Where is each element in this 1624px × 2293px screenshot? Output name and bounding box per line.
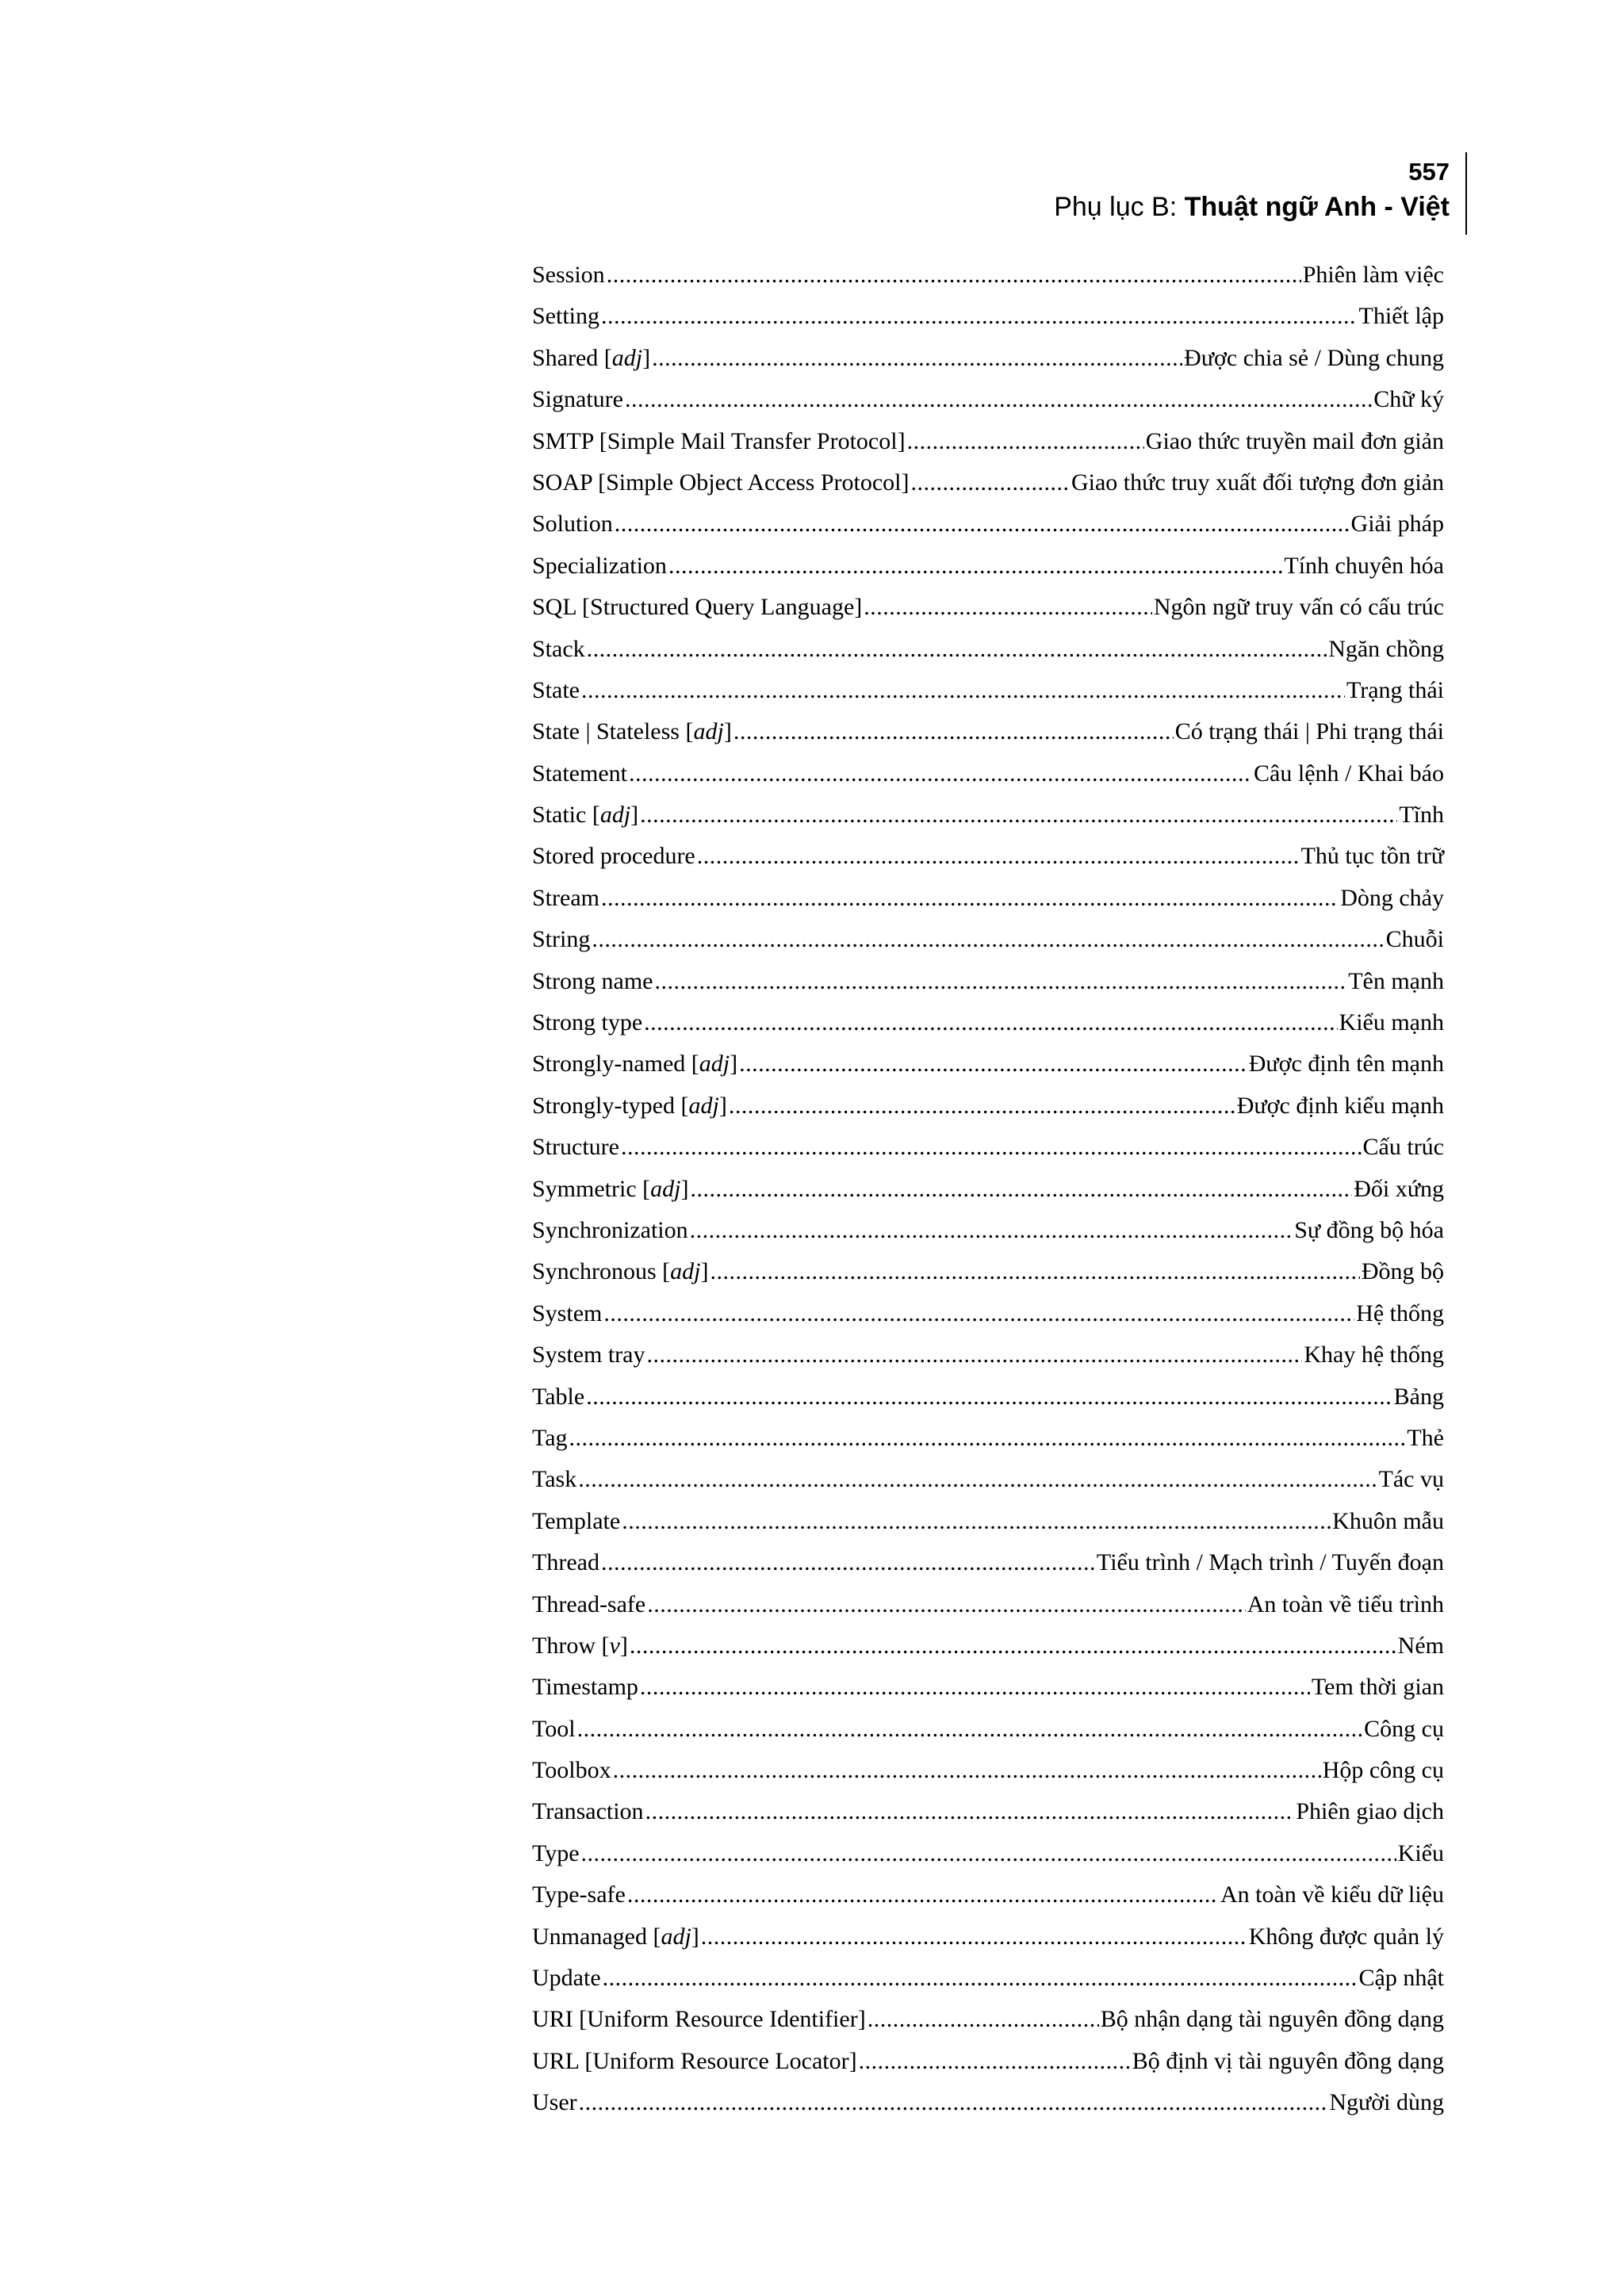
glossary-entry xyxy=(532,381,1444,423)
entry-term-text: System xyxy=(532,1300,603,1326)
glossary-entry xyxy=(532,1752,1444,1793)
entry-term-text: Strongly-typed [ xyxy=(532,1092,689,1119)
glossary-entry xyxy=(532,1254,1444,1295)
entry-term-text: Statement xyxy=(532,760,627,787)
glossary-list xyxy=(532,257,1444,2126)
glossary-entry xyxy=(532,1503,1444,1545)
dot-leader xyxy=(625,381,1372,417)
entry-term-text: Solution xyxy=(532,511,613,538)
entry-term-text: Strong type xyxy=(532,1009,643,1036)
entry-term-text: Specialization xyxy=(532,552,667,579)
entry-term xyxy=(532,797,638,833)
entry-term xyxy=(532,1296,602,1331)
entry-definition: Khay hệ thống xyxy=(1304,1342,1444,1369)
entry-term xyxy=(532,589,862,625)
entry-term-text: Session xyxy=(532,262,605,288)
glossary-entry xyxy=(532,257,1444,298)
entry-term xyxy=(532,1587,645,1622)
dot-leader xyxy=(586,1379,1392,1414)
dot-leader xyxy=(601,298,1358,334)
entry-term xyxy=(532,1503,620,1539)
entry-term-tag: adj xyxy=(699,1051,730,1078)
entry-term xyxy=(532,714,732,749)
entry-term-text: Type-safe xyxy=(532,1881,626,1908)
glossary-entry xyxy=(532,1171,1444,1212)
entry-term-text: Synchronous [ xyxy=(532,1258,671,1285)
entry-term xyxy=(532,465,910,500)
running-title-prefix: Phụ lục B: xyxy=(1054,192,1185,222)
glossary-entry xyxy=(532,506,1444,547)
entry-definition: Hệ thống xyxy=(1356,1300,1444,1326)
entry-term xyxy=(532,2001,866,2037)
entry-term xyxy=(532,1171,688,1207)
entry-term xyxy=(532,1088,727,1124)
entry-term-tag: adj xyxy=(599,802,631,829)
entry-definition: Công cụ xyxy=(1364,1715,1444,1742)
dot-leader xyxy=(607,257,1301,293)
entry-term xyxy=(532,1212,688,1248)
entry-definition: Tính chuyên hóa xyxy=(1284,552,1444,579)
glossary-entry xyxy=(532,631,1444,672)
entry-definition: Ngôn ngữ truy vấn có cấu trúc xyxy=(1153,594,1444,621)
glossary-entry xyxy=(532,797,1444,838)
dot-leader xyxy=(647,1337,1303,1372)
dot-leader xyxy=(569,1420,1406,1456)
entry-term xyxy=(532,756,627,791)
dot-leader xyxy=(710,1254,1360,1289)
entry-definition: Chữ ký xyxy=(1373,386,1444,413)
entry-term-text: Strong name xyxy=(532,967,653,994)
entry-term-text: Stream xyxy=(532,884,599,911)
entry-term xyxy=(532,1254,709,1289)
entry-term xyxy=(532,548,667,584)
entry-term-text: Throw [ xyxy=(532,1632,610,1659)
entry-definition: Đối xứng xyxy=(1354,1175,1444,1202)
entry-definition: Câu lệnh / Khai báo xyxy=(1254,760,1444,787)
dot-leader xyxy=(578,1461,1377,1497)
dot-leader xyxy=(859,2043,1131,2079)
entry-definition: Bộ định vị tài nguyên đồng dạng xyxy=(1132,2047,1444,2074)
entry-term-text: Thread xyxy=(532,1549,599,1576)
entry-term-text: SQL [Structured Query Language] xyxy=(532,594,863,621)
dot-leader xyxy=(629,756,1252,791)
entry-definition: Chuỗi xyxy=(1385,926,1444,953)
dot-leader xyxy=(647,1587,1245,1622)
entry-term-text: Synchronization xyxy=(532,1216,688,1243)
entry-term-text: Toolbox xyxy=(532,1757,611,1784)
entry-term-text: Stored procedure xyxy=(532,843,695,870)
dot-leader xyxy=(601,880,1339,916)
entry-term-text: Setting xyxy=(532,303,600,330)
entry-term-text: URL [Uniform Resource Locator] xyxy=(532,2047,857,2074)
entry-definition: Kiểu mạnh xyxy=(1339,1009,1444,1036)
entry-term-tag: adj xyxy=(688,1092,719,1119)
entry-term-text: Transaction xyxy=(532,1798,644,1825)
glossary-entry xyxy=(532,465,1444,506)
entry-term xyxy=(532,1337,645,1372)
entry-term-text: Type xyxy=(532,1839,580,1866)
entry-term-suffix: ] xyxy=(718,1092,727,1119)
entry-term xyxy=(532,2043,857,2079)
dot-leader xyxy=(690,1171,1352,1207)
glossary-entry xyxy=(532,756,1444,797)
entry-term-text: Thread-safe xyxy=(532,1591,646,1617)
entry-term xyxy=(532,1628,628,1663)
entry-term-tag: adj xyxy=(611,344,643,371)
entry-definition: Thủ tục tồn trữ xyxy=(1300,843,1444,870)
entry-term-text: System tray xyxy=(532,1342,645,1369)
entry-term-text: Structure xyxy=(532,1134,619,1161)
dot-leader xyxy=(587,631,1327,667)
entry-term xyxy=(532,1461,576,1497)
glossary-entry xyxy=(532,1877,1444,1918)
entry-term-text: SOAP [Simple Object Access Protocol] xyxy=(532,469,910,496)
glossary-entry xyxy=(532,1793,1444,1835)
entry-term-suffix: ] xyxy=(680,1175,689,1202)
entry-term xyxy=(532,1793,644,1829)
entry-definition: An toàn về tiểu trình xyxy=(1247,1591,1444,1617)
entry-term-suffix: ] xyxy=(691,1923,699,1950)
entry-definition: Ném xyxy=(1397,1632,1444,1659)
entry-definition: Cập nhật xyxy=(1358,1965,1444,1992)
entry-definition: Được định tên mạnh xyxy=(1248,1051,1444,1078)
entry-definition: Ngăn chồng xyxy=(1328,635,1444,662)
glossary-entry xyxy=(532,714,1444,755)
dot-leader xyxy=(729,1088,1235,1124)
entry-term xyxy=(532,1669,638,1705)
dot-leader xyxy=(601,1545,1095,1580)
dot-leader xyxy=(907,423,1144,459)
entry-term-text: Strongly-named [ xyxy=(532,1051,699,1078)
entry-term xyxy=(532,298,599,334)
entry-definition: Giao thức truy xuất đối tượng đơn giản xyxy=(1071,469,1444,496)
entry-term xyxy=(532,838,695,874)
entry-term-text: User xyxy=(532,2089,577,2116)
dot-leader xyxy=(668,548,1282,584)
glossary-entry xyxy=(532,298,1444,339)
entry-term-text: Timestamp xyxy=(532,1674,638,1701)
glossary-entry xyxy=(532,921,1444,963)
entry-definition: Dòng chảy xyxy=(1340,884,1444,911)
entry-definition: Tiểu trình / Mạch trình / Tuyến đoạn xyxy=(1096,1549,1444,1576)
glossary-entry xyxy=(532,1212,1444,1254)
entry-term-tag: v xyxy=(609,1632,620,1659)
page-header xyxy=(1054,155,1450,225)
glossary-entry xyxy=(532,1088,1444,1129)
dot-leader xyxy=(621,1129,1362,1165)
entry-definition: Giải pháp xyxy=(1350,511,1444,538)
dot-leader xyxy=(581,672,1345,708)
entry-definition: Bảng xyxy=(1393,1383,1444,1410)
glossary-entry xyxy=(532,2043,1444,2084)
entry-term-text: Stack xyxy=(532,635,585,662)
running-title xyxy=(1054,189,1450,225)
entry-term xyxy=(532,1877,626,1912)
entry-definition: Trạng thái xyxy=(1346,676,1444,703)
dot-leader xyxy=(644,1005,1337,1040)
entry-term xyxy=(532,1005,642,1040)
glossary-entry xyxy=(532,1545,1444,1586)
entry-definition: Giao thức truyền mail đơn giản xyxy=(1145,427,1444,454)
entry-term-text: URI [Uniform Resource Identifier] xyxy=(532,2006,866,2033)
entry-term-text: Static [ xyxy=(532,802,600,829)
dot-leader xyxy=(739,1046,1247,1081)
entry-term-text: Unmanaged [ xyxy=(532,1923,661,1950)
entry-term xyxy=(532,1919,699,1954)
dot-leader xyxy=(690,1212,1293,1248)
entry-term xyxy=(532,672,580,708)
glossary-entry xyxy=(532,548,1444,589)
dot-leader xyxy=(733,714,1174,749)
entry-definition: Thẻ xyxy=(1407,1424,1444,1451)
glossary-entry xyxy=(532,1379,1444,1420)
entry-term xyxy=(532,1752,611,1788)
entry-term xyxy=(532,423,906,459)
dot-leader xyxy=(622,1503,1331,1539)
glossary-entry xyxy=(532,1461,1444,1503)
dot-leader xyxy=(640,1669,1310,1705)
entry-term xyxy=(532,1545,599,1580)
entry-term xyxy=(532,1420,568,1456)
dot-leader xyxy=(579,2084,1328,2120)
entry-term xyxy=(532,257,605,293)
glossary-entry xyxy=(532,340,1444,381)
page-number: 557 xyxy=(1408,158,1450,186)
entry-definition: Người dùng xyxy=(1329,2089,1444,2116)
entry-definition: Bộ nhận dạng tài nguyên đồng dạng xyxy=(1100,2006,1444,2033)
glossary-entry xyxy=(532,1960,1444,2001)
entry-term xyxy=(532,921,590,957)
glossary-entry xyxy=(532,1005,1444,1046)
entry-term-text: Signature xyxy=(532,386,623,413)
entry-term xyxy=(532,880,599,916)
entry-term-text: Table xyxy=(532,1383,585,1410)
entry-definition: Tên mạnh xyxy=(1348,967,1444,994)
dot-leader xyxy=(654,963,1346,999)
dot-leader xyxy=(603,1296,1354,1331)
entry-definition: Hộp công cụ xyxy=(1322,1757,1444,1784)
entry-definition: Thiết lập xyxy=(1358,303,1444,330)
entry-definition: Phiên làm việc xyxy=(1302,262,1444,288)
dot-leader xyxy=(577,1711,1363,1747)
entry-definition: Tĩnh xyxy=(1399,802,1444,829)
entry-term-suffix: ] xyxy=(619,1632,628,1659)
entry-term xyxy=(532,1379,584,1414)
entry-definition: Được định kiểu mạnh xyxy=(1236,1092,1444,1119)
glossary-entry xyxy=(532,589,1444,630)
entry-term xyxy=(532,963,653,999)
dot-leader xyxy=(581,1836,1396,1871)
entry-term xyxy=(532,506,613,542)
entry-term-tag: adj xyxy=(661,1923,691,1950)
entry-term-suffix: ] xyxy=(730,1051,738,1078)
entry-term-text: SMTP [Simple Mail Transfer Protocol] xyxy=(532,427,906,454)
dot-leader xyxy=(615,506,1350,542)
entry-definition: Sự đồng bộ hóa xyxy=(1294,1216,1444,1243)
dot-leader xyxy=(701,1919,1247,1954)
glossary-entry xyxy=(532,672,1444,714)
entry-definition: Khuôn mẫu xyxy=(1332,1507,1444,1534)
entry-term xyxy=(532,381,623,417)
glossary-entry xyxy=(532,423,1444,465)
entry-term-text: Template xyxy=(532,1507,621,1534)
glossary-entry xyxy=(532,1587,1444,1628)
entry-definition: Kiểu xyxy=(1397,1839,1444,1866)
dot-leader xyxy=(603,1960,1358,1996)
entry-term-text: Task xyxy=(532,1466,577,1493)
glossary-entry xyxy=(532,1628,1444,1669)
entry-term xyxy=(532,1046,737,1081)
dot-leader xyxy=(864,589,1152,625)
entry-term-text: State xyxy=(532,676,580,703)
glossary-entry xyxy=(532,1420,1444,1461)
glossary-entry xyxy=(532,1669,1444,1710)
entry-definition: Cấu trúc xyxy=(1362,1134,1444,1161)
entry-term-tag: adj xyxy=(693,718,724,745)
glossary-entry xyxy=(532,1919,1444,1960)
header-rule xyxy=(1465,152,1467,235)
glossary-entry xyxy=(532,880,1444,921)
entry-term xyxy=(532,1129,619,1165)
entry-term-text: Symmetric [ xyxy=(532,1175,651,1202)
entry-definition: Không được quản lý xyxy=(1248,1923,1444,1950)
entry-definition: Được chia sẻ / Dùng chung xyxy=(1184,344,1444,371)
entry-term xyxy=(532,340,650,376)
entry-definition: An toàn về kiểu dữ liệu xyxy=(1220,1881,1444,1908)
glossary-entry xyxy=(532,2001,1444,2042)
entry-term-text: Update xyxy=(532,1965,601,1992)
dot-leader xyxy=(645,1793,1295,1829)
entry-definition: Phiên giao dịch xyxy=(1296,1798,1444,1825)
entry-term xyxy=(532,631,585,667)
glossary-entry xyxy=(532,1711,1444,1752)
entry-term xyxy=(532,1836,580,1871)
entry-term xyxy=(532,2084,577,2120)
entry-term-suffix: ] xyxy=(642,344,651,371)
dot-leader xyxy=(630,1628,1396,1663)
entry-term xyxy=(532,1711,576,1747)
entry-term-suffix: ] xyxy=(630,802,639,829)
entry-term-text: Shared [ xyxy=(532,344,612,371)
dot-leader xyxy=(592,921,1384,957)
glossary-entry xyxy=(532,2084,1444,2126)
running-title-bold: Thuật ngữ Anh - Việt xyxy=(1184,192,1450,222)
glossary-entry xyxy=(532,1296,1444,1337)
dot-leader xyxy=(868,2001,1099,2037)
glossary-entry xyxy=(532,838,1444,879)
entry-definition: Tác vụ xyxy=(1378,1466,1444,1493)
entry-definition: Có trạng thái | Phi trạng thái xyxy=(1174,718,1444,745)
dot-leader xyxy=(640,797,1397,833)
entry-term-text: String xyxy=(532,926,591,953)
entry-definition: Tem thời gian xyxy=(1311,1674,1444,1701)
glossary-entry xyxy=(532,1046,1444,1087)
dot-leader xyxy=(627,1877,1219,1912)
entry-term-text: State | Stateless [ xyxy=(532,718,694,745)
entry-term-suffix: ] xyxy=(723,718,732,745)
glossary-entry xyxy=(532,1337,1444,1378)
entry-definition: Đồng bộ xyxy=(1361,1258,1444,1285)
entry-term-tag: adj xyxy=(670,1258,701,1285)
dot-leader xyxy=(911,465,1070,500)
dot-leader xyxy=(613,1752,1321,1788)
dot-leader xyxy=(652,340,1182,376)
entry-term-text: Tool xyxy=(532,1715,576,1742)
entry-term-text: Tag xyxy=(532,1424,568,1451)
entry-term-suffix: ] xyxy=(700,1258,709,1285)
glossary-entry xyxy=(532,963,1444,1005)
glossary-entry xyxy=(532,1836,1444,1877)
glossary-entry xyxy=(532,1129,1444,1170)
entry-term-tag: adj xyxy=(650,1175,681,1202)
dot-leader xyxy=(697,838,1300,874)
entry-term xyxy=(532,1960,601,1996)
